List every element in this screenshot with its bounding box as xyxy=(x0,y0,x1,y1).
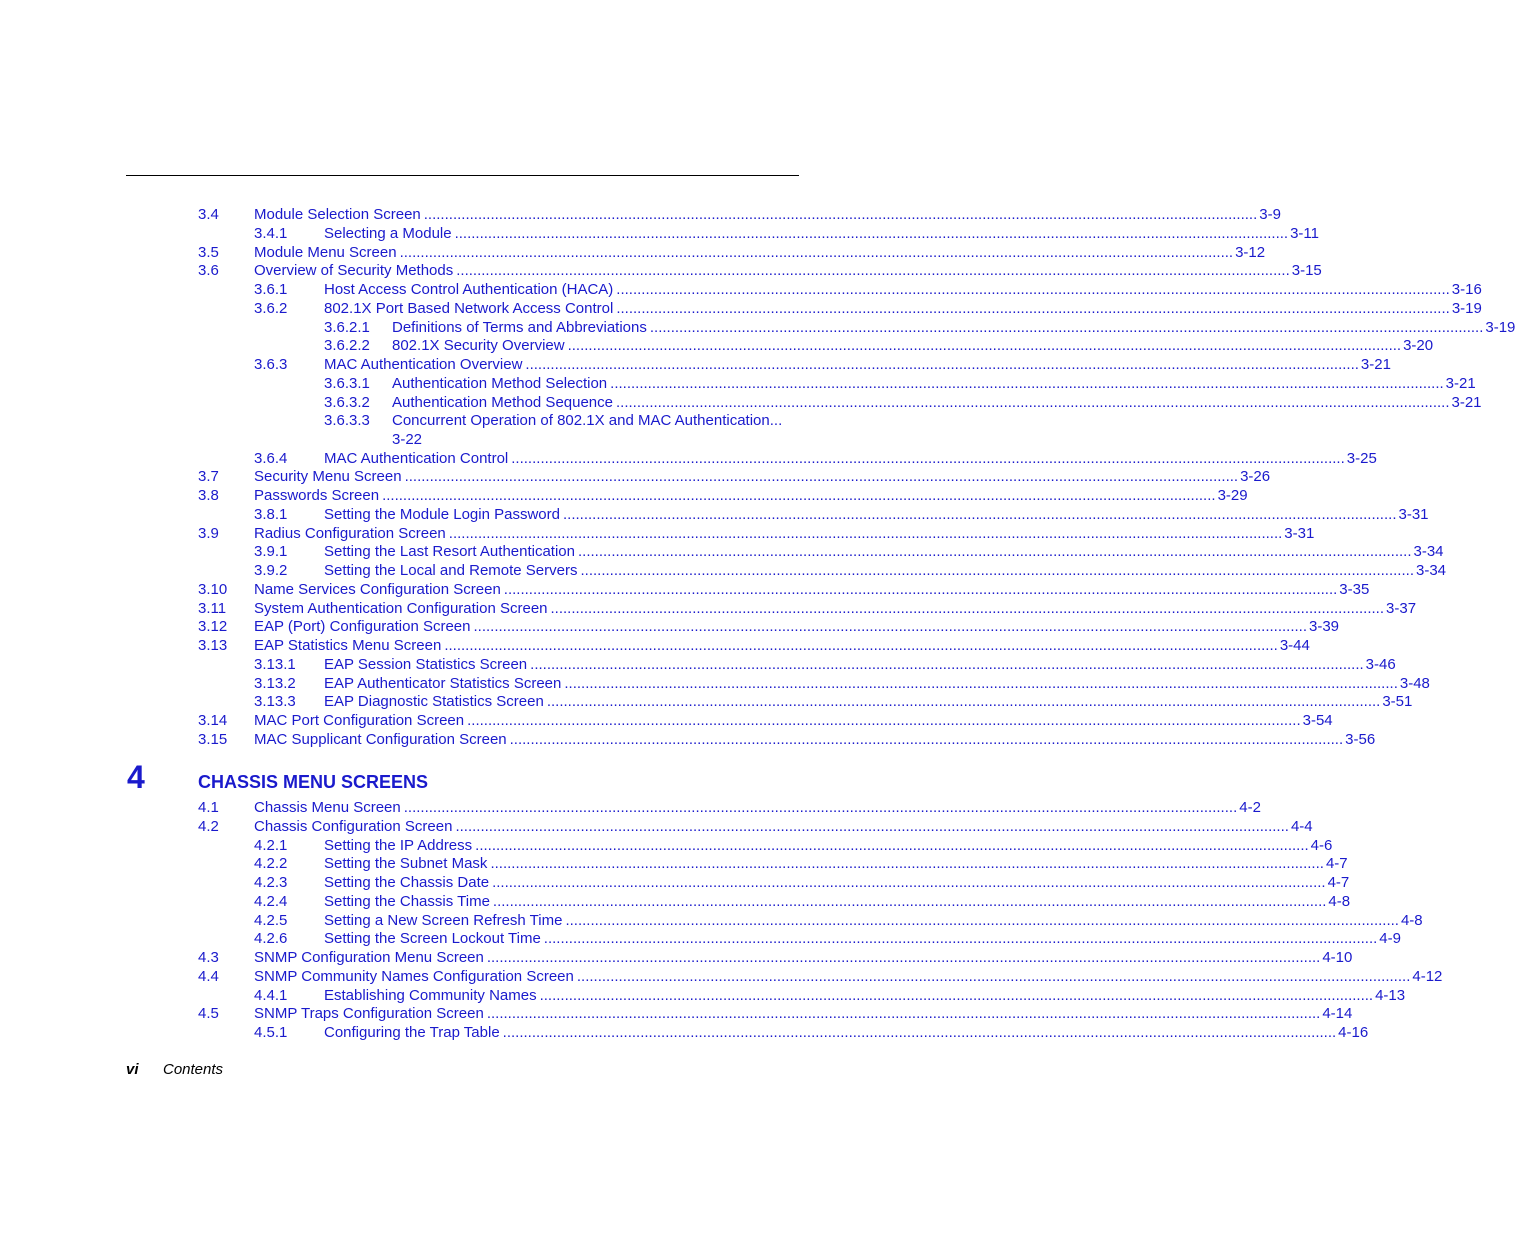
toc-entry-page: 4-12 xyxy=(1412,967,1443,985)
footer-page-number: vi xyxy=(126,1061,139,1078)
toc-leader-dots: ........................................................................................................................................................................................................ xyxy=(448,524,1283,542)
toc-entry-title: Module Menu Screen xyxy=(254,243,397,261)
toc-entry-title: MAC Port Configuration Screen xyxy=(254,712,465,729)
toc-leader-dots: ........................................................................................................................................................................................................ xyxy=(576,967,1411,985)
toc-leader-dots: ........................................................................................................................................................................................................ xyxy=(399,243,1234,261)
toc-entry-page: 3-31 xyxy=(1398,505,1429,523)
toc-entry[interactable] xyxy=(198,243,1266,262)
toc-entry-title: EAP Diagnostic Statistics Screen xyxy=(324,693,544,711)
toc-entry[interactable] xyxy=(198,636,1310,655)
toc-entry-page: 4-9 xyxy=(1379,930,1401,948)
toc-entry-title: 802.1X Security Overview xyxy=(392,337,565,355)
toc-entry-page: 4-7 xyxy=(1325,855,1348,873)
toc-leader-dots: ........................................................................................................................................................................................................ xyxy=(503,580,1338,598)
toc-entry-title: Setting the Screen Lockout Time xyxy=(324,930,541,948)
toc-entry-number: 3.10 xyxy=(198,580,228,598)
toc-leader-dots: ........................................................................................................................................................................................................ xyxy=(546,693,1381,711)
toc-leader-dots: ........................................................................................................................................................................................................ xyxy=(455,817,1289,835)
toc-leader-dots: ........................................................................................................................................................................................................ xyxy=(509,730,1344,748)
toc-entry-title: Setting the Local and Remote Servers xyxy=(324,562,578,579)
toc-leader-dots: ........................................................................................................................................................................................................ xyxy=(649,318,1484,336)
toc-leader-dots: ........................................................................................................................................................................................................ xyxy=(530,655,1364,673)
toc-entry-number: 3.8.1 xyxy=(254,505,288,523)
toc-entry-number: 4.5 xyxy=(198,1005,219,1023)
toc-entry[interactable] xyxy=(254,449,1377,468)
toc-entry[interactable] xyxy=(254,561,1447,580)
toc-entry-number: 3.6.2 xyxy=(254,299,288,317)
toc-entry[interactable] xyxy=(198,580,1370,599)
toc-entry-number: 3.12 xyxy=(198,618,228,636)
toc-entry-number: 3.4.1 xyxy=(254,224,288,242)
toc-entry-page: 4-10 xyxy=(1322,949,1353,966)
toc-entry[interactable] xyxy=(198,948,1353,967)
chapter-title[interactable]: CHASSIS MENU SCREENS xyxy=(198,772,429,792)
toc-entry-page: 3-9 xyxy=(1259,206,1281,223)
toc-entry-title: Setting a New Screen Refresh Time xyxy=(324,911,563,929)
toc-entry-number: 4.2.5 xyxy=(254,911,288,929)
toc-entry-title: Establishing Community Names xyxy=(324,986,537,1004)
toc-entry-number: 3.9 xyxy=(198,524,219,542)
toc-entry-title: Setting the Chassis Time xyxy=(324,892,490,910)
toc-entry-number: 3.6.3.2 xyxy=(324,393,370,411)
toc-entry[interactable] xyxy=(198,817,1313,836)
toc-leader-dots: ........................................................................................................................................................................................................ xyxy=(423,206,1258,223)
toc-leader-dots: ........................................................................................................................................................................................................ xyxy=(616,393,1450,411)
toc-entry-number: 4.2.1 xyxy=(254,836,288,854)
toc-entry-title: Concurrent Operation of 802.1X and MAC Authentication... xyxy=(392,412,783,430)
toc-entry-page: 3-34 xyxy=(1415,562,1447,579)
toc-entry[interactable] xyxy=(254,655,1396,674)
toc-leader-dots: ........................................................................................................................................................................................................ xyxy=(565,911,1399,929)
toc-entry-page: 3-21 xyxy=(1445,374,1476,392)
toc-entry-number: 4.3 xyxy=(198,949,219,966)
toc-entry-page: 4-2 xyxy=(1239,799,1261,816)
toc-entry-title: Security Menu Screen xyxy=(254,468,402,486)
toc-entry-number: 3.11 xyxy=(198,599,227,617)
toc-entry-title: Host Access Control Authentication (HACA) xyxy=(324,281,614,298)
toc-entry-page: 3-12 xyxy=(1235,243,1266,261)
toc-entry-number: 4.2.2 xyxy=(254,855,288,873)
toc-entry-title: Authentication Method Sequence xyxy=(392,393,613,411)
toc-entry[interactable] xyxy=(198,798,1261,817)
toc-entry[interactable] xyxy=(254,299,1482,318)
toc-entry-number: 3.13.3 xyxy=(254,693,296,711)
toc-entry-title: Passwords Screen xyxy=(254,487,380,504)
toc-entry-number: 3.14 xyxy=(198,712,228,729)
toc-entry-title: Definitions of Terms and Abbreviations xyxy=(392,318,647,336)
toc-entry-number: 3.6.2.2 xyxy=(324,337,370,355)
toc-entry[interactable] xyxy=(324,411,802,430)
toc-entry-number: 3.6.4 xyxy=(254,449,288,467)
toc-entry-number: 3.13 xyxy=(198,637,228,654)
toc-entry[interactable] xyxy=(198,599,1417,618)
toc-entry-page: 3-21 xyxy=(1360,356,1391,373)
toc-entry-page: 3-54 xyxy=(1302,712,1333,729)
toc-leader-dots: ........................................................................................................................................................................................................ xyxy=(543,930,1378,948)
toc-entry-title: Setting the IP Address xyxy=(324,836,473,854)
toc-entry-number: 3.7 xyxy=(198,468,219,486)
toc-entry[interactable] xyxy=(324,336,1434,355)
toc-leader-dots: ........................................................................................................................................................................................................ xyxy=(578,543,1412,561)
toc-entry-title: Module Selection Screen xyxy=(254,206,421,223)
toc-entry-page: 3-16 xyxy=(1451,281,1482,298)
toc-leader-dots: ........................................................................................................................................................................................................ xyxy=(550,599,1385,617)
toc-entry[interactable] xyxy=(198,730,1376,749)
chapter-number: 4 xyxy=(127,759,145,795)
toc-entry-title: Setting the Chassis Date xyxy=(324,874,490,891)
toc-entry[interactable] xyxy=(254,542,1444,561)
toc-leader-dots: ........................................................................................................................................................................................................ xyxy=(492,874,1326,891)
toc-entry-title: Chassis Configuration Screen xyxy=(254,817,453,835)
toc-entry-page: 3-22 xyxy=(392,430,423,448)
toc-entry-number: 3.8 xyxy=(198,487,219,504)
toc-entry-number: 4.4.1 xyxy=(254,986,288,1004)
toc-entry-title: EAP Statistics Menu Screen xyxy=(254,637,442,654)
toc-entry-title: MAC Supplicant Configuration Screen xyxy=(254,730,507,748)
toc-leader-dots: ........................................................................................................................................................................................................ xyxy=(456,262,1290,280)
toc-entry-page: 3-25 xyxy=(1346,449,1377,467)
toc-entry[interactable] xyxy=(198,205,1281,224)
toc-entry[interactable] xyxy=(198,467,1271,486)
toc-leader-dots: ........................................................................................................................................................................................................ xyxy=(564,674,1398,692)
toc-entry[interactable] xyxy=(254,911,1423,930)
toc-entry-page: 3-51 xyxy=(1382,693,1413,711)
toc-entry[interactable] xyxy=(324,393,1482,412)
toc-entry-title: Chassis Menu Screen xyxy=(254,799,401,816)
toc-entry[interactable] xyxy=(254,505,1429,524)
toc-entry[interactable] xyxy=(198,711,1333,730)
toc-entry-page: 3-56 xyxy=(1345,730,1376,748)
toc-entry[interactable] xyxy=(198,1004,1353,1023)
toc-leader-dots: ........................................................................................................................................................................................................ xyxy=(444,637,1278,654)
toc-entry-page: 3-37 xyxy=(1386,599,1417,617)
toc-entry[interactable] xyxy=(198,967,1443,986)
toc-leader-dots: ........................................................................................................................................................................................................ xyxy=(492,892,1327,910)
toc-entry-page: 3-21 xyxy=(1451,393,1482,411)
toc-entry-page: 4-4 xyxy=(1290,817,1313,835)
toc-entry-page: 3-26 xyxy=(1240,468,1271,486)
toc-entry-number: 3.9.2 xyxy=(254,562,288,579)
toc-entry-page: 3-34 xyxy=(1413,543,1444,561)
toc-entry-page: 4-8 xyxy=(1328,892,1351,910)
toc-entry[interactable] xyxy=(198,261,1322,280)
toc-entry[interactable] xyxy=(254,692,1413,711)
toc-leader-dots: ........................................................................................................................................................................................................ xyxy=(467,712,1301,729)
toc-entry-page: 3-48 xyxy=(1399,674,1430,692)
toc-entry[interactable] xyxy=(254,280,1482,299)
toc-entry-title: System Authentication Configuration Screen xyxy=(254,599,548,617)
footer-section-title: Contents xyxy=(163,1061,224,1078)
toc-entry[interactable] xyxy=(254,892,1351,911)
toc-entry-title: Setting the Last Resort Authentication xyxy=(324,543,575,561)
toc-leader-dots: ........................................................................................................................................................................................................ xyxy=(473,618,1307,636)
toc-leader-dots: ........................................................................................................................................................................................................ xyxy=(490,855,1324,873)
toc-leader-dots: ........................................................................................................................................................................................................ xyxy=(486,1005,1321,1023)
toc-entry-page: 4-16 xyxy=(1338,1024,1369,1041)
toc-entry[interactable] xyxy=(254,873,1350,892)
toc-entry-page: 3-44 xyxy=(1279,637,1310,654)
toc-entry-page: 3-29 xyxy=(1217,487,1248,504)
toc-entry-number: 4.1 xyxy=(198,799,219,816)
toc-entry-page: 4-6 xyxy=(1310,836,1333,854)
toc-entry-number: 4.2 xyxy=(198,817,219,835)
toc-entry-title: SNMP Community Names Configuration Screen xyxy=(254,967,574,985)
toc-entry-title: Authentication Method Selection xyxy=(392,374,608,392)
toc-entry-number: 3.6.3.1 xyxy=(324,374,370,392)
toc-entry-number: 4.5.1 xyxy=(254,1024,288,1041)
toc-entry-page: 3-19 xyxy=(1451,299,1482,317)
toc-entry-number: 3.4 xyxy=(198,206,219,223)
toc-entry[interactable] xyxy=(324,374,1476,393)
toc-entry-number: 3.6.3 xyxy=(254,356,288,373)
toc-leader-dots: ........................................................................................................................................................................................................ xyxy=(616,281,1450,298)
toc-entry-page: 4-13 xyxy=(1375,986,1406,1004)
toc-entry-number: 3.13.2 xyxy=(254,674,296,692)
toc-leader-dots: ........................................................................................................................................................................................................ xyxy=(580,562,1414,579)
toc-entry[interactable] xyxy=(254,674,1430,693)
toc-leader-dots: ........................................................................................................................................................................................................ xyxy=(502,1024,1337,1041)
toc-entry-number: 3.13.1 xyxy=(254,655,296,673)
toc-entry-page: 3-31 xyxy=(1284,524,1315,542)
toc-entry-title: MAC Authentication Overview xyxy=(324,356,523,373)
toc-entry[interactable] xyxy=(254,854,1348,873)
toc-leader-dots: ........................................................................................................................................................................................................ xyxy=(539,986,1374,1004)
toc-entry[interactable] xyxy=(324,318,1515,337)
toc-entry-number: 3.6.2.1 xyxy=(324,318,370,336)
toc-entry[interactable] xyxy=(198,524,1315,543)
toc-entry-title: SNMP Traps Configuration Screen xyxy=(254,1005,484,1023)
toc-leader-dots: ........................................................................................................................................................................................................ xyxy=(525,356,1359,373)
toc-entry[interactable] xyxy=(254,1023,1369,1042)
toc-entry-number: 4.2.6 xyxy=(254,930,288,948)
toc-entry-title: MAC Authentication Control xyxy=(324,449,509,467)
toc-entry-title: Setting the Module Login Password xyxy=(324,505,560,523)
toc-entry-number: 3.6 xyxy=(198,262,219,280)
toc-entry-title: Radius Configuration Screen xyxy=(254,524,446,542)
toc-entry-title: 802.1X Port Based Network Access Control xyxy=(324,299,614,317)
toc-leader-dots: ........................................................................................................................................................................................................ xyxy=(616,299,1450,317)
toc-leader-dots: ........................................................................................................................................................................................................ xyxy=(404,468,1239,486)
toc-leader-dots: ........................................................................................................................................................................................................ xyxy=(610,374,1444,392)
toc-entry-title: Selecting a Module xyxy=(324,224,452,242)
toc-entry-page: 4-14 xyxy=(1322,1005,1353,1023)
toc-entry-number: 3.6.3.3 xyxy=(324,412,370,430)
toc-entry-page: 3-46 xyxy=(1365,655,1396,673)
toc-entry-page: 3-39 xyxy=(1309,618,1340,636)
toc-entry-title: EAP (Port) Configuration Screen xyxy=(254,618,471,636)
toc-leader-dots: ........................................................................................................................................................................................................ xyxy=(562,505,1397,523)
toc-leader-dots: ........................................................................................................................................................................................................ xyxy=(486,949,1321,966)
toc-entry[interactable] xyxy=(254,355,1391,374)
toc-leader-dots: ........................................................................................................................................................................................................ xyxy=(475,836,1309,854)
toc-entry-number: 4.2.3 xyxy=(254,874,288,891)
toc-entry-title: Name Services Configuration Screen xyxy=(254,580,501,598)
toc-leader-dots: ........................................................................................................................................................................................................ xyxy=(382,487,1216,504)
toc-entry-page: 3-15 xyxy=(1291,262,1322,280)
toc-entry-title: SNMP Configuration Menu Screen xyxy=(254,949,484,966)
toc-entry[interactable] xyxy=(254,836,1333,855)
toc-entry-number: 4.2.4 xyxy=(254,892,288,910)
toc-entry-number: 3.6.1 xyxy=(254,281,288,298)
toc-entry-page: 4-7 xyxy=(1327,874,1350,891)
toc-leader-dots: ........................................................................................................................................................................................................ xyxy=(403,799,1238,816)
toc-entry-page: 3-19 xyxy=(1485,318,1515,336)
toc-entry-title: Configuring the Trap Table xyxy=(324,1024,500,1041)
toc-leader-dots: ........................................................................................................................................................................................................ xyxy=(511,449,1345,467)
toc-entry-title: Setting the Subnet Mask xyxy=(324,855,488,873)
toc-entry-number: 3.15 xyxy=(198,730,228,748)
toc-entry-title: EAP Authenticator Statistics Screen xyxy=(324,674,562,692)
toc-entry[interactable] xyxy=(254,929,1401,948)
toc-entry[interactable] xyxy=(254,986,1406,1005)
toc-entry-page: 4-8 xyxy=(1400,911,1423,929)
toc-entry-page: 3-20 xyxy=(1403,337,1434,355)
toc-entry-title: Overview of Security Methods xyxy=(254,262,454,280)
toc-entry[interactable] xyxy=(198,486,1248,505)
toc-entry-number: 3.5 xyxy=(198,243,219,261)
toc-entry-number: 4.4 xyxy=(198,967,219,985)
toc-leader-dots: ........................................................................................................................................................................................................ xyxy=(454,224,1289,242)
toc-entry[interactable] xyxy=(254,224,1320,243)
toc-entry-title: EAP Session Statistics Screen xyxy=(324,655,528,673)
toc-entry[interactable] xyxy=(198,617,1340,636)
toc-entry-page: 3-35 xyxy=(1339,580,1370,598)
toc-leader-dots: ........................................................................................................................................................................................................ xyxy=(567,337,1402,355)
toc-entry-number: 3.9.1 xyxy=(254,543,288,561)
toc-entry-page: 3-11 xyxy=(1290,224,1320,242)
